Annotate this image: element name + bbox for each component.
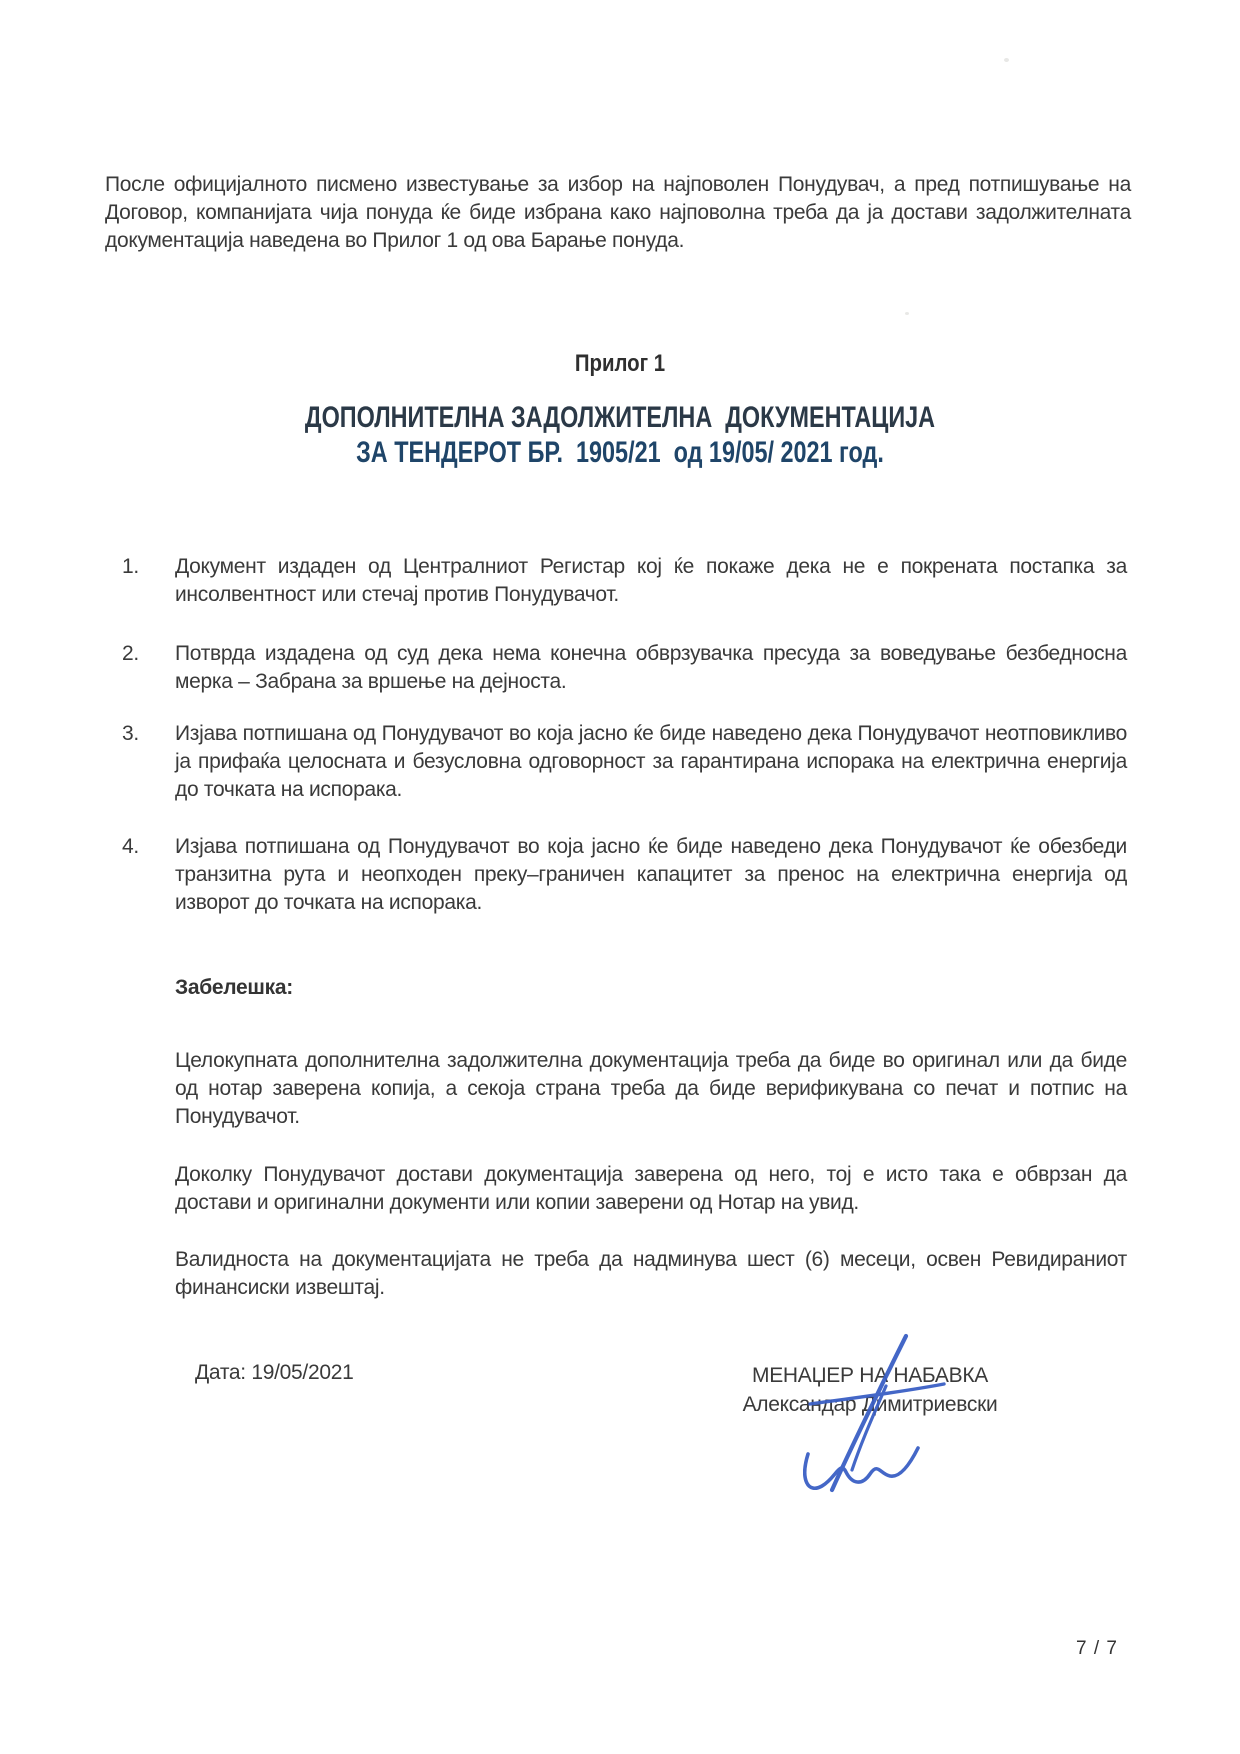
- document-title: [0, 400, 1240, 470]
- requirement-number: 3.: [122, 722, 139, 745]
- requirement-text: Изјава потпишана од Понудувачот во која јасно ќе биде наведено дека Понудувачот ќе обезбеди транзитна рута и неопходен преку–граничен капацитет за пренос на електрична енергија од изворот до точката на испорака.: [175, 835, 1127, 914]
- requirement-item-4: [122, 833, 1128, 917]
- requirement-item-1: [122, 553, 1128, 609]
- requirement-number: 2.: [122, 642, 139, 665]
- requirement-text: Документ издаден од Централниот Регистар кој ќе покаже дека не е покрената постапка за инсолвентност или стечај против Понудувачот.: [175, 555, 1127, 606]
- title-line-2: ЗА ТЕНДЕРОТ БР. 1905/21 од 19/05/ 2021 год.: [356, 436, 884, 469]
- requirement-number: 4.: [122, 835, 139, 858]
- scan-artifact: [1004, 58, 1009, 62]
- requirement-item-2: [122, 640, 1128, 696]
- signer-name: Александар Димитриевски: [742, 1393, 998, 1416]
- page-number: 7 / 7: [1076, 1638, 1118, 1659]
- requirement-item-3: [122, 720, 1128, 804]
- title-line-1: ДОПОЛНИТЕЛНА ЗАДОЛЖИТЕЛНА ДОКУМЕНТАЦИЈА: [304, 401, 936, 434]
- requirement-text: Изјава потпишана од Понудувачот во која јасно ќе биде наведено дека Понудувачот неотповикливо ја прифаќа целосната и безусловна одговорност за гарантирана испорака на електрична енергија до точката на испорака.: [175, 722, 1127, 801]
- note-paragraph-3: Валидноста на документацијата не треба да надминува шест (6) месеци, освен Ревидираниот финансиски извештај.: [175, 1248, 1127, 1299]
- note-heading: Забелешка:: [175, 976, 293, 999]
- intro-paragraph: После официјалното писмено известување за избор на најповолен Понудувач, а пред потпишување на Договор, компанијата чија понуда ќе биде избрана како најповолна треба да ја достави задолжителната документација наведена во Прилог 1 од ова Барање понуда.: [105, 173, 1131, 252]
- date-label: Дата: 19/05/2021: [195, 1361, 354, 1384]
- note-paragraph-2: Доколку Понудувачот достави документација заверена од него, тој е исто така е обврзан да достави и оригинални документи или копии заверени од Нотар на увид.: [175, 1163, 1127, 1214]
- signature-ink: [798, 1322, 948, 1507]
- signer-title: МЕНАЏЕР НА НАБАВКА: [752, 1364, 988, 1387]
- requirement-number: 1.: [122, 555, 139, 578]
- note-paragraph-1: Целокупната дополнителна задолжителна документација треба да биде во оригинал или да биде од нотар заверена копија, а секоја страна треба да биде верификувана со печат и потпис на Понудувачот.: [175, 1049, 1127, 1128]
- annex-label: Прилог 1: [574, 350, 666, 377]
- requirement-text: Потврда издадена од суд дека нема конечна обврзувачка пресуда за воведување безбедносна мерка – Забрана за вршење на дејноста.: [175, 642, 1127, 693]
- scan-artifact: [905, 312, 909, 315]
